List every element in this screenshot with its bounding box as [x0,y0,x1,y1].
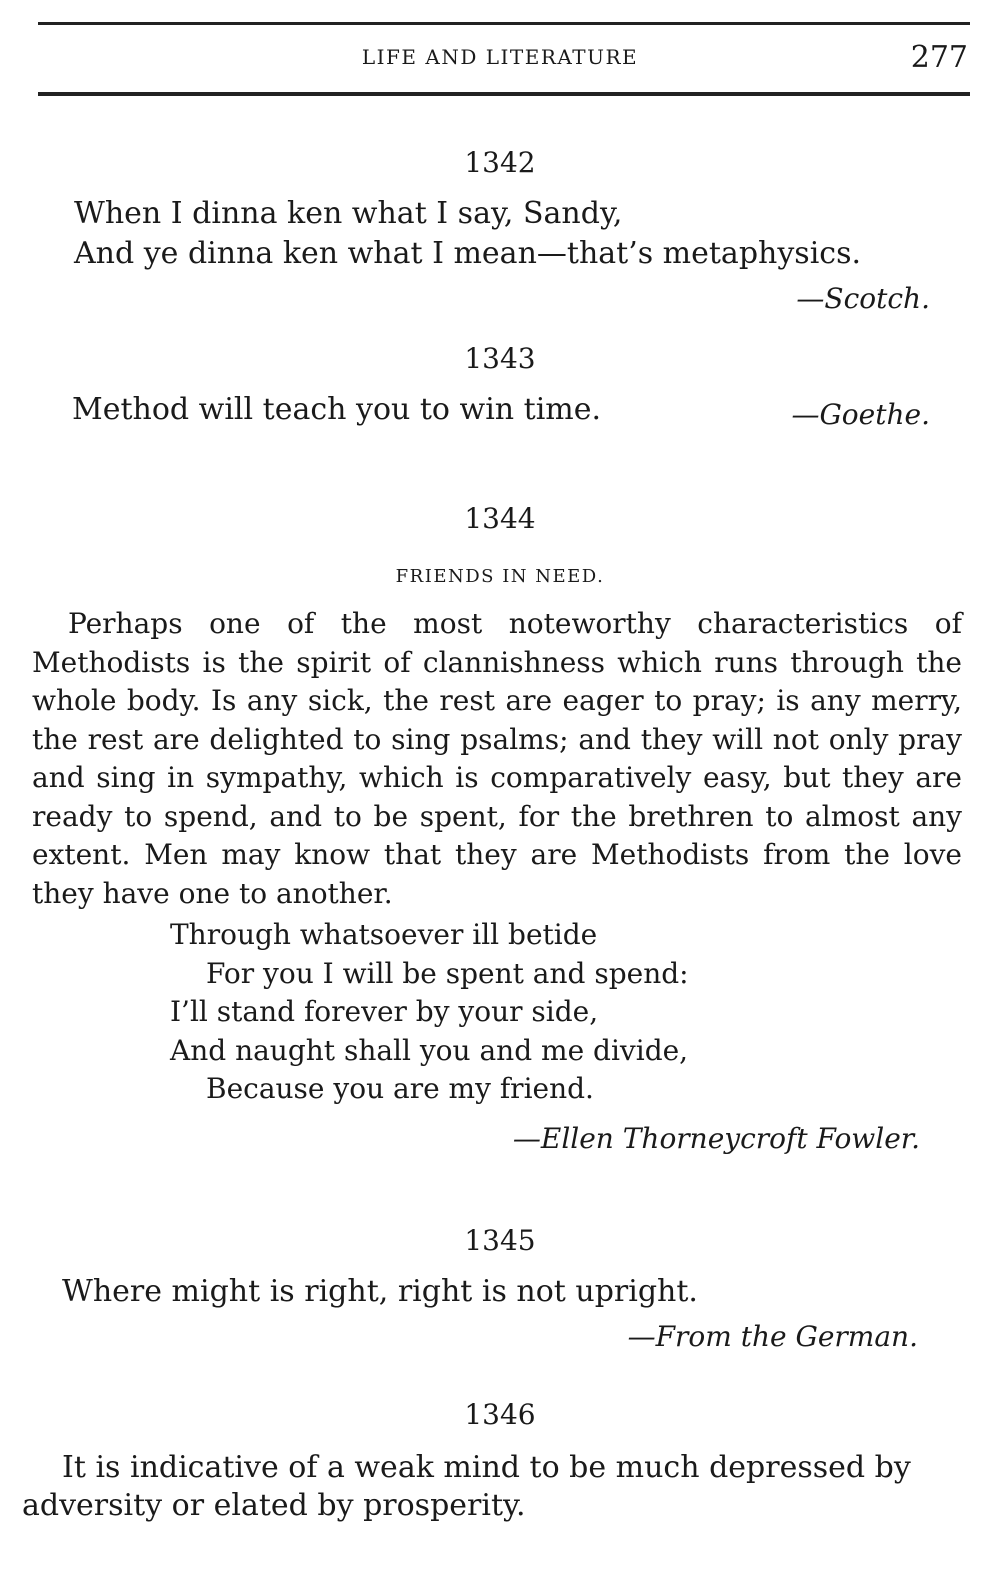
section-heading: FRIENDS IN NEED. [395,566,605,587]
page-number: 277 [910,40,968,75]
quote-line: And ye dinna ken what I mean—that’s metaphysics. [74,236,862,271]
entry-number: 1346 [464,1398,536,1431]
quote-line: It is indicative of a weak mind to be much depressed by [62,1450,911,1485]
entry-number: 1344 [464,502,536,535]
attribution: —Ellen Thorneycroft Fowler. [512,1122,920,1155]
poem-line: For you I will be spent and spend: [206,956,689,990]
header-rule-top [38,22,970,25]
entry-number: 1343 [464,342,536,375]
poem-line: And naught shall you and me divide, [170,1033,689,1067]
quote-line: Method will teach you to win time. [72,392,602,427]
poem-line: Because you are my friend. [206,1072,594,1105]
attribution: —From the German. [627,1320,918,1353]
quote-line: Where might is right, right is not upright. [62,1274,698,1309]
poem [170,916,689,1109]
entry-number: 1345 [464,1224,536,1257]
quote-line: When I dinna ken what I say, Sandy, [74,196,623,231]
paragraph: Perhaps one of the most noteworthy characteristics of Methodists is the spirit of clannishness which runs through the whole body. Is any sick, the rest are eager to pray; is any merry, the rest are delighted to sing psalms; and they will not only pray and sing in sympathy, which is comparatively easy, but they are ready to spend, and to be spent, for the brethren to almost any extent. Men may know that they are Methodists from the love they have one to another. [32,607,962,910]
running-title: LIFE AND LITERATURE [361,45,639,69]
entry-number: 1342 [464,146,536,179]
attribution: —Goethe. [791,398,930,431]
header-rule-bottom [38,92,970,96]
attribution: —Scotch. [796,282,930,315]
poem-line: Through whatsoever ill betide [170,918,598,951]
quote-line: adversity or elated by prosperity. [22,1488,526,1523]
poem-line: I’ll stand forever by your side, [170,995,599,1028]
